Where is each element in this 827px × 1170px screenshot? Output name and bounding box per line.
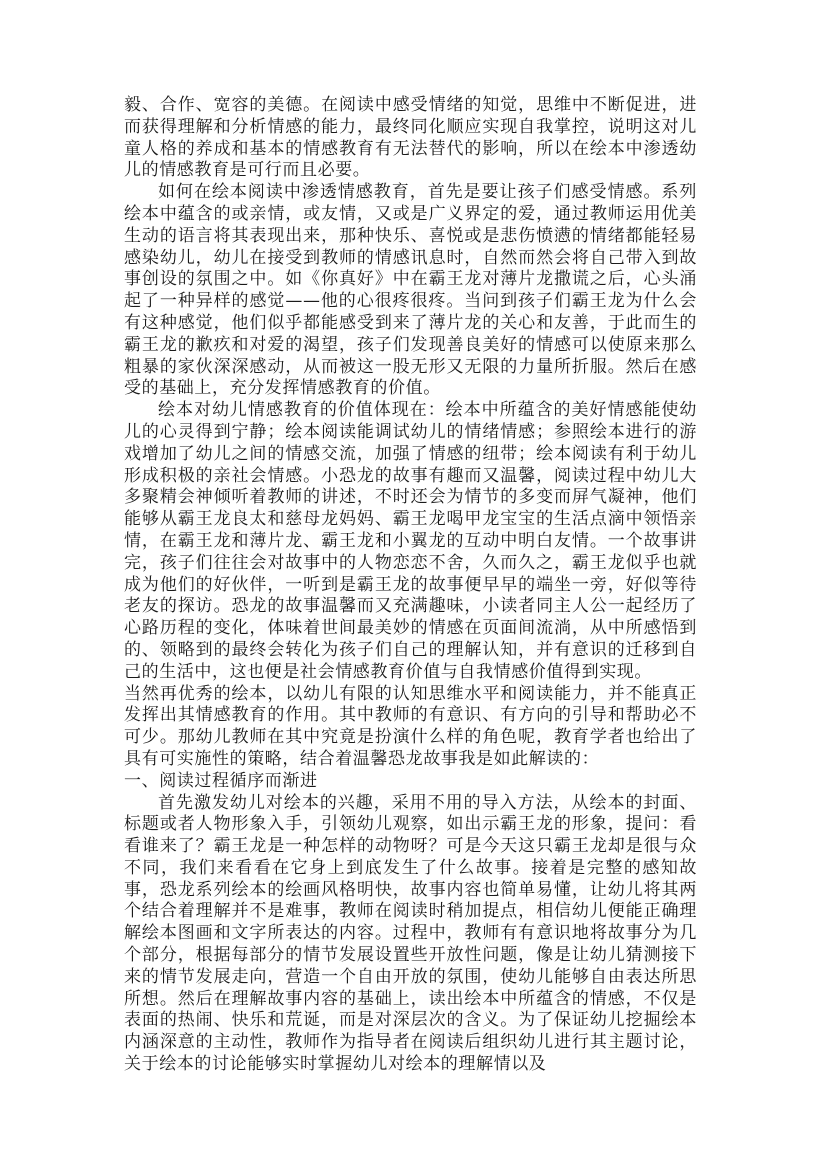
paragraph-4: 当然再优秀的绘本，以幼儿有限的认知思维水平和阅读能力，并不能真正发挥出其情感教育的作用。其中教师的有意识、有方向的引导和帮助必不可少。那幼儿教师在其中究竟是扮演什么样的角色呢，教育学者也给出了具有可实施性的策略，结合着温馨恐龙故事我是如此解读的： [124, 683, 697, 769]
paragraph-1: 毅、合作、宽容的美德。在阅读中感受情绪的知觉，思维中不断促进，进而获得理解和分析情感的能力，最终同化顺应实现自我掌控，说明这对儿童人格的养成和基本的情感教育有无法替代的影响，所以在绘本中渗透幼儿的情感教育是可行而且必要。 [124, 95, 697, 181]
document-page [124, 95, 697, 1076]
section-heading: 一、阅读过程循序而渐进 [124, 770, 318, 791]
paragraph-5: 首先激发幼儿对绘本的兴趣，采用不用的导入方法，从绘本的封面、标题或者人物形象入手，引领幼儿观察，如出示霸王龙的形象，提问：看看谁来了？霸王龙是一种怎样的动物呀？可是今天这只霸王龙却是很与众不同，我们来看看在它身上到底发生了什么故事。接着是完整的感知故事，恐龙系列绘本的绘画风格明快，故事内容也简单易懂，让幼儿将其两个结合着理解并不是难事，教师在阅读时稍加提点，相信幼儿便能正确理解绘本图画和文字所表达的内容。过程中，教师有有意识地将故事分为几个部分，根据每部分的情节发展设置些开放性问题，像是让幼儿猜测接下来的情节发展走向，营造一个自由开放的氛围，使幼儿能够自由表达所思所想。然后在理解故事内容的基础上，读出绘本中所蕴含的情感，不仅是表面的热闹、快乐和荒诞，而是对深层次的含义。为了保证幼儿挖掘绘本内涵深意的主动性，教师作为指导者在阅读后组织幼儿进行其主题讨论，关于绘本的讨论能够实时掌握幼儿对绘本的理解情以及 [124, 792, 697, 1075]
paragraph-3: 绘本对幼儿情感教育的价值体现在：绘本中所蕴含的美好情感能使幼儿的心灵得到宁静；绘本阅读能调试幼儿的情绪情感；参照绘本进行的游戏增加了幼儿之间的情感交流，加强了情感的纽带；绘本阅读有利于幼儿形成积极的亲社会情感。小恐龙的故事有趣而又温馨，阅读过程中幼儿大多聚精会神倾听着教师的讲述，不时还会为情节的多变而屏气凝神，他们能够从霸王龙良太和慈母龙妈妈、霸王龙喝甲龙宝宝的生活点滴中领悟亲情，在霸王龙和薄片龙、霸王龙和小翼龙的互动中明白友情。一个故事讲完，孩子们往往会对故事中的人物恋恋不舍，久而久之，霸王龙似乎也就成为他们的好伙伴，一听到是霸王龙的故事便早早的端坐一旁，好似等待老友的探访。恐龙的故事温馨而又充满趣味，小读者同主人公一起经历了心路历程的变化，体味着世间最美妙的情感在页面间流淌，从中所感悟到的、领略到的最终会转化为孩子们自己的理解认知，并有意识的迁移到自己的生活中，这也便是社会情感教育价值与自我情感价值得到实现。 [124, 400, 697, 682]
paragraph-2: 如何在绘本阅读中渗透情感教育，首先是要让孩子们感受情感。系列绘本中蕴含的或亲情，或友情，又或是广义界定的爱，通过教师运用优美生动的语言将其表现出来，那种快乐、喜悦或是悲伤愤懑的情绪都能轻易感染幼儿，幼儿在接受到教师的情感讯息时，自然而然会将自己带入到故事创设的氛围之中。如《你真好》中在霸王龙对薄片龙撒谎之后，心头涌起了一种异样的感觉——他的心很疼很疼。当问到孩子们霸王龙为什么会有这种感觉，他们似乎都能感受到来了薄片龙的关心和友善，于此而生的霸王龙的歉疚和对爱的渴望，孩子们发现善良美好的情感可以使原来那么粗暴的家伙深深感动，从而被这一股无形又无限的力量所折服。然后在感受的基础上，充分发挥情感教育的价值。 [124, 182, 697, 399]
